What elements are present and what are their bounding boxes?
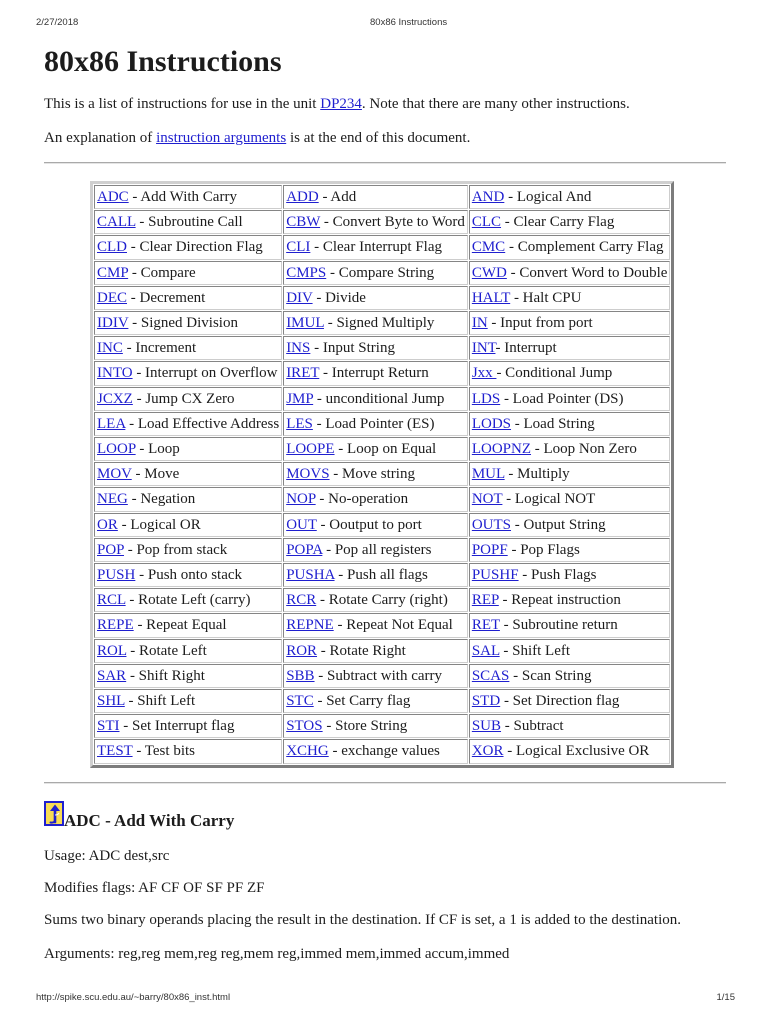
instruction-cell (469, 261, 671, 285)
instruction-cell (283, 387, 468, 411)
instruction-description: - Jump CX Zero (132, 390, 235, 407)
instruction-table (90, 181, 674, 768)
instruction-description: - Subroutine return (499, 617, 618, 634)
instruction-cell (283, 261, 468, 285)
instruction-cell (94, 639, 282, 663)
instruction-link[interactable]: IN (471, 315, 488, 332)
instruction-description: - Input String (310, 340, 395, 357)
instruction-description: - Signed Division (128, 315, 238, 332)
explanation-text-after: is at the end of this document. (286, 130, 471, 146)
instruction-link[interactable]: INC (97, 340, 123, 357)
instruction-description: - Compare (128, 264, 196, 281)
instruction-cell (283, 613, 468, 637)
instruction-link[interactable]: CMC (471, 239, 506, 256)
instruction-description: - Subroutine Call (135, 214, 243, 231)
instruction-description: - Push all flags (334, 567, 428, 584)
instruction-cell (283, 487, 468, 511)
instruction-cell (469, 739, 671, 763)
instruction-link[interactable]: PUSH (97, 567, 136, 584)
table-row (94, 336, 670, 360)
instruction-link[interactable]: CMPS (286, 264, 327, 281)
instruction-description: - Push Flags (518, 567, 597, 584)
instruction-cell (94, 563, 282, 587)
instruction-link[interactable]: CLC (471, 214, 502, 231)
instruction-link[interactable]: JCXZ (97, 390, 133, 407)
instruction-link[interactable]: SAL (471, 642, 500, 659)
instruction-cell (94, 538, 282, 562)
instruction-cell (283, 286, 468, 310)
instruction-cell (94, 387, 282, 411)
instruction-cell (469, 588, 671, 612)
table-row (94, 513, 670, 537)
instruction-cell (94, 235, 282, 259)
instruction-description: - Rotate Carry (right) (316, 592, 448, 609)
instruction-cell (94, 336, 282, 360)
instruction-cell (469, 714, 671, 738)
unit-link[interactable]: DP234 (320, 96, 362, 112)
instruction-description: - Push onto stack (135, 567, 243, 584)
instruction-link[interactable]: ROL (97, 642, 127, 659)
instruction-description: - Pop from stack (123, 541, 228, 558)
instruction-link[interactable]: SBB (286, 667, 315, 684)
instruction-link[interactable]: AND (471, 189, 505, 205)
instruction-description: - Logical OR (117, 516, 201, 533)
instruction-link[interactable]: LOOP (97, 441, 136, 458)
instruction-description: - Load Pointer (DS) (500, 390, 624, 407)
instruction-description: - Interrupt on Overflow (132, 365, 278, 382)
instruction-description: - Repeat instruction (498, 592, 621, 609)
instruction-link[interactable]: SHL (97, 693, 125, 710)
instruction-cell (469, 311, 671, 335)
instruction-link[interactable]: INTO (97, 365, 133, 382)
instruction-cell (469, 210, 671, 234)
instruction-link[interactable]: LOOPE (286, 441, 335, 458)
instruction-cell (283, 689, 468, 713)
instruction-link[interactable]: SUB (471, 718, 502, 735)
instruction-description: - Complement Carry Flag (505, 239, 664, 256)
instruction-description: - Rotate Left (carry) (125, 592, 251, 609)
instruction-description: - Increment (122, 340, 197, 357)
arguments-line: Arguments: reg,reg mem,reg reg,mem reg,immed mem,immed accum,immed (44, 946, 510, 962)
instruction-link[interactable]: CBW (286, 214, 321, 231)
intro-text-after: . Note that there are many other instructions. (361, 96, 630, 112)
instruction-link[interactable]: MUL (471, 466, 505, 483)
table-row (94, 613, 670, 637)
instruction-link[interactable]: PUSHA (286, 567, 335, 584)
print-date: 2/27/2018 (36, 17, 79, 28)
instruction-cell (469, 286, 671, 310)
instruction-cell (283, 639, 468, 663)
instruction-cell (94, 361, 282, 385)
instruction-link[interactable]: LDS (471, 390, 501, 407)
instruction-description: - Subtract (501, 718, 564, 735)
instruction-cell (469, 185, 671, 209)
table-row (94, 487, 670, 511)
instruction-cell (283, 664, 468, 688)
table-row (94, 538, 670, 562)
instruction-description: - Repeat Not Equal (333, 617, 453, 634)
instruction-link[interactable]: REP (471, 592, 499, 609)
instruction-link[interactable]: STOS (286, 718, 323, 735)
instruction-link[interactable]: RCL (97, 592, 126, 609)
instruction-link[interactable]: LOOPNZ (471, 441, 532, 458)
instruction-cell (469, 437, 671, 461)
instruction-cell (469, 613, 671, 637)
instruction-cell (94, 613, 282, 637)
instruction-description: - Add (318, 189, 357, 205)
instruction-link[interactable]: SAR (97, 667, 127, 684)
instruction-link[interactable]: XCHG (286, 743, 329, 760)
table-row (94, 739, 670, 763)
table-row (94, 664, 670, 688)
instruction-description: - Interrupt Return (319, 365, 429, 382)
instruction-link[interactable]: MOV (97, 466, 132, 483)
instruction-link[interactable]: NOT (471, 491, 503, 508)
print-title: 80x86 Instructions (370, 17, 448, 28)
instruction-link[interactable]: CMP (97, 264, 129, 281)
instruction-description: - Conditional Jump (496, 365, 613, 382)
instruction-description: - Shift Left (124, 693, 196, 710)
instruction-cell (94, 311, 282, 335)
instruction-description: - Convert Byte to Word (320, 214, 465, 231)
instruction-link[interactable]: INS (286, 340, 311, 357)
instruction-cell (469, 538, 671, 562)
instruction-link[interactable]: PUSHF (471, 567, 519, 584)
instruction-description: - Set Interrupt flag (119, 718, 235, 735)
instruction-cell (469, 639, 671, 663)
instruction-cell (469, 336, 671, 360)
instruction-description: - Test bits (132, 743, 195, 760)
intro-paragraph (44, 95, 630, 113)
instruction-cell (469, 412, 671, 436)
table-row (94, 361, 670, 385)
instruction-description: - Shift Left (499, 642, 571, 659)
instruction-link[interactable]: RCR (286, 592, 317, 609)
instruction-cell (94, 714, 282, 738)
table-row (94, 311, 670, 335)
table-row (94, 437, 670, 461)
instruction-link[interactable]: CLD (97, 239, 127, 256)
instruction-link[interactable]: STI (97, 718, 120, 735)
instruction-table-body (94, 185, 670, 764)
instruction-cell (283, 563, 468, 587)
instruction-cell (283, 462, 468, 486)
instruction-cell (94, 689, 282, 713)
instruction-cell (94, 261, 282, 285)
instruction-description: - Multiply (504, 466, 570, 483)
instruction-cell (283, 235, 468, 259)
instruction-cell (94, 513, 282, 537)
instruction-description: - Scan String (509, 667, 592, 684)
instruction-cell (94, 412, 282, 436)
instruction-cell (94, 664, 282, 688)
instruction-description: - Subtract with carry (314, 667, 443, 684)
instruction-link[interactable]: POP (97, 541, 124, 558)
instruction-description: - Logical And (504, 189, 592, 205)
instruction-link[interactable]: NEG (97, 491, 128, 508)
instruction-link[interactable]: POPA (286, 541, 323, 558)
instruction-link[interactable]: IMUL (286, 315, 324, 332)
instruction-link[interactable]: SCAS (471, 667, 510, 684)
instruction-description: - Loop on Equal (334, 441, 437, 458)
instruction-cell (469, 462, 671, 486)
instruction-description: - Ooutput to port (316, 516, 422, 533)
instruction-cell (94, 437, 282, 461)
instruction-link[interactable]: JMP (286, 390, 314, 407)
instruction-cell (94, 462, 282, 486)
instruction-cell (283, 210, 468, 234)
instruction-link[interactable]: CLI (286, 239, 311, 256)
instruction-cell (469, 387, 671, 411)
instruction-cell (283, 336, 468, 360)
instruction-description: - Rotate Left (126, 642, 207, 659)
instruction-description: - Clear Direction Flag (127, 239, 263, 256)
instruction-link[interactable]: LEA (97, 415, 126, 432)
instruction-link[interactable]: TEST (97, 743, 133, 760)
instruction-description: - No-operation (315, 491, 409, 508)
instruction-link[interactable]: ADD (286, 189, 319, 205)
up-arrow-icon-graphic (44, 801, 64, 826)
instruction-description: - Load String (511, 415, 595, 432)
instruction-link[interactable]: ROR (286, 642, 318, 659)
instruction-description: - Halt CPU (510, 289, 582, 306)
divider (44, 162, 726, 164)
instruction-description: - Store String (322, 718, 408, 735)
instruction-description: - Move (131, 466, 180, 483)
instruction-cell (469, 689, 671, 713)
table-row (94, 714, 670, 738)
instruction-description: - Pop Flags (507, 541, 580, 558)
instruction-description: - Compare String (326, 264, 435, 281)
table-row (94, 387, 670, 411)
instruction-link[interactable]: IRET (286, 365, 320, 382)
table-row (94, 689, 670, 713)
instruction-link[interactable]: Jxx (471, 365, 497, 382)
instruction-description: - Input from port (487, 315, 593, 332)
instruction-arguments-link[interactable]: instruction arguments (156, 130, 287, 146)
instruction-description: - Interrupt (495, 340, 557, 357)
instruction-cell (94, 588, 282, 612)
instruction-cell (283, 513, 468, 537)
table-row (94, 563, 670, 587)
explanation-text-before: An explanation of (44, 130, 157, 146)
instruction-cell (283, 185, 468, 209)
instruction-link[interactable]: DIV (286, 289, 313, 306)
instruction-cell (94, 739, 282, 763)
instruction-description: - unconditional Jump (313, 390, 445, 407)
table-row (94, 412, 670, 436)
instruction-description: - Pop all registers (322, 541, 432, 558)
instruction-cell (469, 664, 671, 688)
instruction-description: - Rotate Right (317, 642, 406, 659)
instruction-link[interactable]: OUTS (471, 516, 512, 533)
table-row (94, 235, 670, 259)
instruction-link[interactable]: REPNE (286, 617, 334, 634)
instruction-link[interactable]: HALT (471, 289, 511, 306)
instruction-cell (469, 361, 671, 385)
instruction-description: - Logical Exclusive OR (503, 743, 650, 760)
table-row (94, 210, 670, 234)
instruction-description: - Loop Non Zero (531, 441, 637, 458)
table-row (94, 588, 670, 612)
instruction-link[interactable]: STC (286, 693, 314, 710)
instruction-link[interactable]: XOR (471, 743, 504, 760)
instruction-cell (469, 235, 671, 259)
table-row (94, 185, 670, 209)
print-url: http://spike.scu.edu.au/~barry/80x86_inst.html (36, 992, 231, 1003)
instruction-link[interactable]: LODS (471, 415, 512, 432)
instruction-description: - Convert Word to Double (506, 264, 668, 281)
flags-line: Modifies flags: AF CF OF SF PF ZF (44, 880, 265, 896)
instruction-link[interactable]: OUT (286, 516, 317, 533)
instruction-description: - Decrement (127, 289, 206, 306)
instruction-description: - Logical NOT (502, 491, 596, 508)
instruction-link[interactable]: POPF (471, 541, 508, 558)
instruction-description: - Load Pointer (ES) (312, 415, 435, 432)
instruction-link[interactable]: REPE (97, 617, 134, 634)
instruction-cell (469, 487, 671, 511)
instruction-cell (283, 739, 468, 763)
instruction-link[interactable]: RET (471, 617, 500, 634)
divider (44, 782, 726, 784)
explanation-paragraph (44, 129, 470, 147)
instruction-description: - Set Carry flag (313, 693, 411, 710)
instruction-description: - Divide (312, 289, 366, 306)
section-heading: ADC - Add With Carry (64, 811, 235, 830)
instruction-description: - Clear Carry Flag (501, 214, 615, 231)
instruction-link[interactable]: DEC (97, 289, 127, 306)
instruction-cell (283, 361, 468, 385)
instruction-description: - Loop (135, 441, 180, 458)
instruction-cell (283, 437, 468, 461)
instruction-link[interactable]: MOVS (286, 466, 330, 483)
instruction-description: - Negation (127, 491, 196, 508)
instruction-cell (283, 311, 468, 335)
description-line: Sums two binary operands placing the result in the destination. If CF is set, a 1 is added to the destination. (44, 912, 681, 928)
instruction-description: - Load Effective Address (125, 415, 280, 432)
instruction-link[interactable]: ADC (97, 189, 129, 205)
instruction-description: - Clear Interrupt Flag (310, 239, 442, 256)
instruction-description: - Set Direction flag (500, 693, 620, 710)
instruction-cell (283, 714, 468, 738)
table-row (94, 639, 670, 663)
instruction-cell (469, 513, 671, 537)
instruction-link[interactable]: LES (286, 415, 313, 432)
instruction-description: - Add With Carry (128, 189, 237, 205)
instruction-cell (283, 412, 468, 436)
instruction-description: - Move string (329, 466, 415, 483)
instruction-link[interactable]: STD (471, 693, 501, 710)
instruction-link[interactable]: CALL (97, 214, 136, 231)
instruction-link[interactable]: OR (97, 516, 118, 533)
instruction-description: - exchange values (328, 743, 440, 760)
instruction-cell (94, 185, 282, 209)
intro-text-before: This is a list of instructions for use in the unit (44, 96, 321, 112)
instruction-cell (94, 210, 282, 234)
page-title: 80x86 Instructions (44, 45, 282, 78)
instruction-cell (283, 588, 468, 612)
instruction-description: - Shift Right (126, 667, 205, 684)
instruction-link[interactable]: INT (471, 340, 496, 357)
table-row (94, 261, 670, 285)
print-page-number: 1/15 (716, 992, 735, 1003)
up-arrow-icon[interactable] (44, 801, 64, 826)
instruction-cell (94, 487, 282, 511)
instruction-cell (469, 563, 671, 587)
instruction-link[interactable]: NOP (286, 491, 316, 508)
instruction-link[interactable]: CWD (471, 264, 507, 281)
table-row (94, 286, 670, 310)
instruction-description: - Output String (511, 516, 606, 533)
instruction-cell (283, 538, 468, 562)
table-row (94, 462, 670, 486)
usage-line: Usage: ADC dest,src (44, 848, 170, 864)
instruction-link[interactable]: IDIV (97, 315, 129, 332)
instruction-description: - Repeat Equal (133, 617, 227, 634)
instruction-description: - Signed Multiply (323, 315, 435, 332)
instruction-cell (94, 286, 282, 310)
